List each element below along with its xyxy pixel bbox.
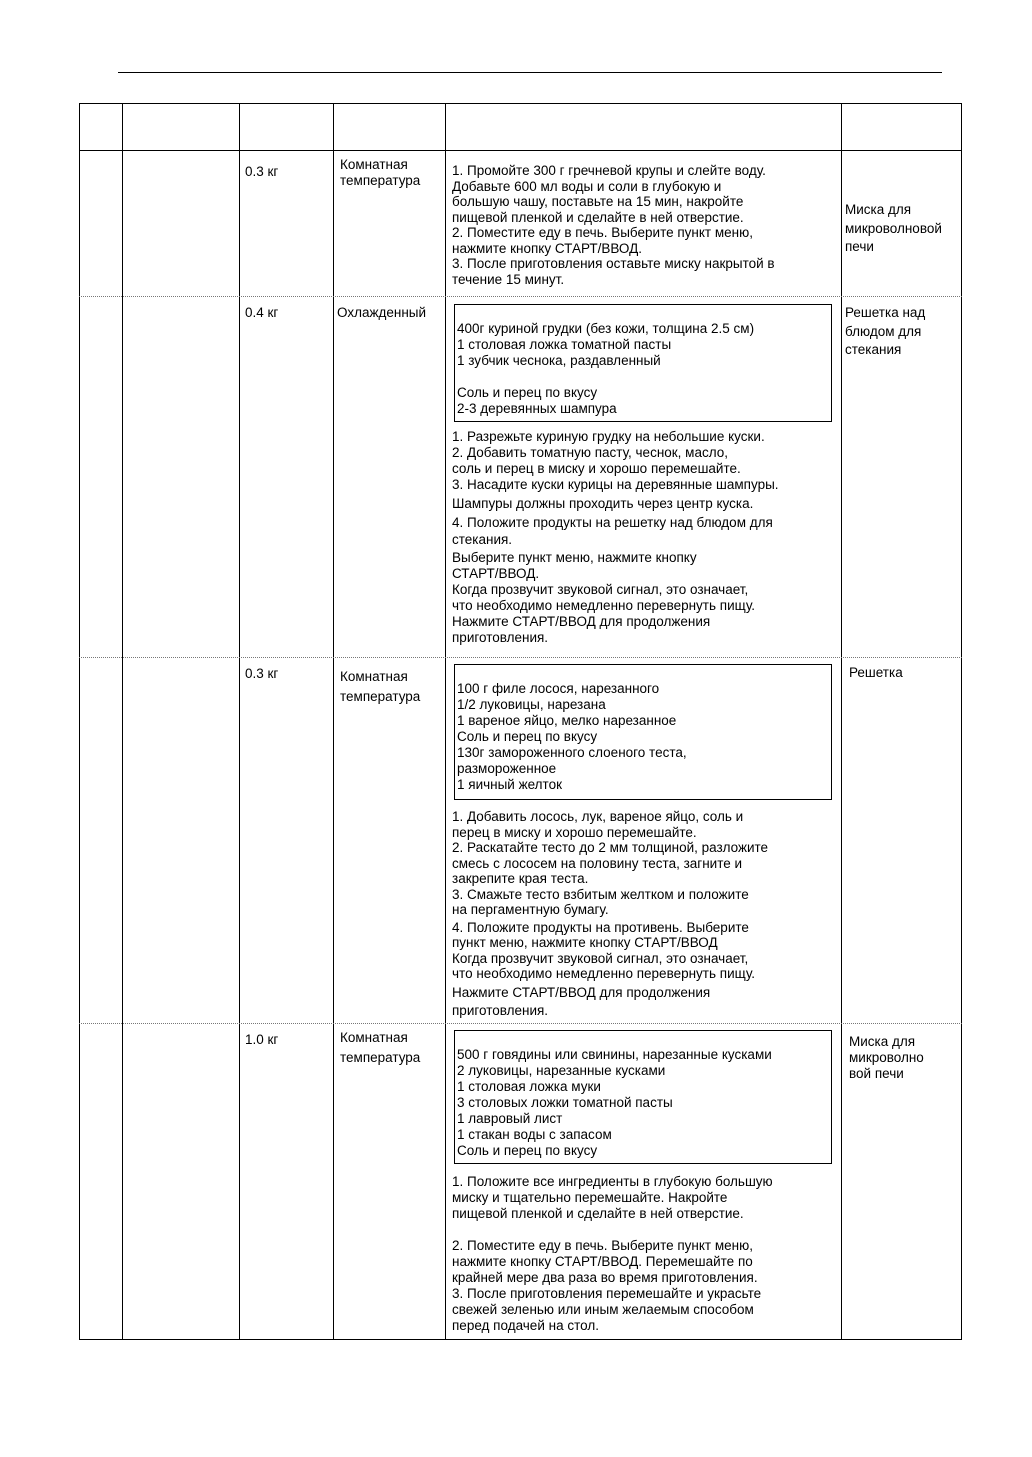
ingredient-line: размороженное	[457, 761, 557, 776]
step-line: 1. Разрежьте куриную грудку на небольшие куски.	[452, 429, 765, 444]
step-line: 1. Промойте 300 г гречневой крупы и слейте воду.	[452, 163, 766, 178]
weight-cell: 1.0 кг	[245, 1032, 279, 1047]
step-line: перед подачей на стол.	[452, 1318, 599, 1333]
weight-cell: 0.3 кг	[245, 666, 279, 681]
step-line: приготовления.	[452, 630, 549, 646]
row-divider	[79, 1023, 962, 1024]
cookware-cell: Решетка	[849, 665, 903, 680]
weight-cell: 0.4 кг	[245, 305, 279, 320]
step-line: 2. Поместите еду в печь. Выберите пункт меню,	[452, 1238, 753, 1253]
step-gap	[452, 1222, 837, 1238]
step-line: СТАРТ/ВВОД.	[452, 565, 540, 581]
step-line: пищевой пленкой и сделайте в ней отверстие.	[452, 209, 744, 225]
step-line: стекания.	[452, 531, 513, 547]
step-line: большую чашу, поставьте на 15 мин, накройте	[452, 194, 744, 209]
step-line: 1. Положите все ингредиенты в глубокую большую	[452, 1174, 773, 1189]
step-line: 3. Смажьте тесто взбитым желтком и положите	[452, 886, 749, 902]
cookware-cell: Миска для микроволновой печи	[845, 202, 942, 254]
cookware-cell: Миска для микроволно вой печи	[849, 1034, 924, 1081]
cookware-cell: Решетка над блюдом для стекания	[845, 305, 926, 357]
temperature-cell: Комнатная температура	[340, 1030, 421, 1065]
ingredient-line: 400г куриной грудки (без кожи, толщина 2.5 см)	[457, 321, 755, 336]
ingredients-box	[454, 1030, 832, 1164]
step-line: течение 15 минут.	[452, 271, 565, 287]
column-divider	[445, 103, 446, 1340]
row-divider	[79, 296, 962, 297]
ingredient-line: 1 лавровый лист	[457, 1111, 563, 1126]
step-line: что необходимо немедленно перевернуть пищу.	[452, 966, 756, 981]
ingredients-box	[454, 664, 832, 800]
step-line: 3. После приготовления оставьте миску накрытой в	[452, 256, 775, 271]
step-line: на пергаментную бумагу.	[452, 902, 609, 917]
step-line: 3. Насадите куски курицы на деревянные шампуры.	[452, 477, 779, 493]
step-line: соль и перец в миску и хорошо перемешайте.	[452, 461, 741, 477]
row-divider	[79, 657, 962, 658]
ingredient-line: 500 г говядины или свинины, нарезанные кусками	[457, 1047, 772, 1062]
step-line: нажмите кнопку СТАРТ/ВВОД. Перемешайте по	[452, 1254, 753, 1269]
step-line: закрепите края теста.	[452, 871, 589, 886]
step-line: 3. После приготовления перемешайте и украсьте	[452, 1286, 762, 1301]
ingredient-line: 1 столовая ложка муки	[457, 1079, 601, 1094]
step-line: крайней мере два раза во время приготовления.	[452, 1270, 758, 1285]
ingredient-line: 1 вареное яйцо, мелко нарезанное	[457, 713, 677, 728]
column-divider	[841, 103, 842, 1340]
column-divider	[239, 103, 240, 1340]
step-line: смесь с лососем на половину теста, загните и	[452, 855, 743, 871]
temperature-cell: Охлажденный	[337, 305, 427, 320]
step-line: пищевой пленкой и сделайте в ней отверстие.	[452, 1206, 744, 1221]
step-line: свежей зеленью или иным желаемым способом	[452, 1302, 754, 1317]
step-line: 2. Раскатайте тесто до 2 мм толщиной, разложите	[452, 840, 769, 855]
step-line: приготовления.	[452, 1003, 549, 1018]
step-line: Шампуры должны проходить через центр куска.	[452, 496, 754, 512]
ingredient-line: Соль и перец по вкусу	[457, 729, 598, 744]
step-line: перец в миску и хорошо перемешайте.	[452, 824, 697, 840]
step-line: 1. Добавить лосось, лук, вареное яйцо, соль и	[452, 809, 744, 824]
ingredient-line: 1 яичный желток	[457, 777, 563, 792]
step-line: Когда прозвучит звуковой сигнал, это означает,	[452, 581, 749, 597]
ingredient-line: 1 столовая ложка томатной пасты	[457, 337, 672, 352]
step-line: миску и тщательно перемешайте. Накройте	[452, 1190, 728, 1205]
cooking-steps	[452, 163, 837, 287]
ingredient-line: 100 г филе лосося, нарезанного	[457, 681, 660, 696]
step-line: Когда прозвучит звуковой сигнал, это означает,	[452, 950, 749, 966]
temperature-cell: Комнатная температура	[340, 669, 421, 704]
weight-cell: 0.3 кг	[245, 164, 279, 179]
ingredient-gap	[457, 369, 829, 385]
step-line: Выберите пункт меню, нажмите кнопку	[452, 549, 697, 565]
step-line: пункт меню, нажмите кнопку СТАРТ/ВВОД	[452, 935, 718, 950]
ingredients-box	[454, 304, 832, 422]
step-line: Добавьте 600 мл воды и соли в глубокую и	[452, 178, 722, 194]
step-line: Нажмите СТАРТ/ВВОД для продолжения	[452, 984, 711, 1000]
step-line: 4. Положите продукты на решетку над блюдом для	[452, 515, 773, 531]
step-line: нажмите кнопку СТАРТ/ВВОД.	[452, 240, 643, 256]
step-line: 2. Добавить томатную пасту, чеснок, масло,	[452, 445, 729, 461]
step-line: Нажмите СТАРТ/ВВОД для продолжения	[452, 614, 711, 630]
ingredient-line: 130г замороженного слоеного теста,	[457, 745, 687, 760]
ingredient-line: Соль и перец по вкусу	[457, 1143, 598, 1158]
ingredient-line: Соль и перец по вкусу	[457, 385, 598, 400]
step-line: 4. Положите продукты на противень. Выберите	[452, 919, 749, 935]
header-rule	[118, 72, 942, 73]
cooking-steps	[452, 429, 837, 646]
column-divider	[333, 103, 334, 1340]
ingredient-line: 1/2 луковицы, нарезана	[457, 697, 606, 712]
ingredient-line: 2 луковицы, нарезанные кусками	[457, 1063, 666, 1078]
cooking-steps	[452, 1174, 837, 1334]
header-row-divider	[79, 150, 962, 151]
ingredient-line: 1 зубчик чеснока, раздавленный	[457, 353, 661, 368]
step-line: 2. Поместите еду в печь. Выберите пункт меню,	[452, 225, 753, 240]
ingredient-line: 2-3 деревянных шампура	[457, 401, 617, 416]
step-line: что необходимо немедленно перевернуть пищу.	[452, 597, 756, 613]
ingredient-line: 1 стакан воды с запасом	[457, 1127, 612, 1142]
ingredient-line: 3 столовых ложки томатной пасты	[457, 1095, 673, 1110]
cooking-steps	[452, 809, 837, 1019]
temperature-cell: Комнатная температура	[340, 157, 421, 188]
column-divider	[122, 103, 123, 1340]
